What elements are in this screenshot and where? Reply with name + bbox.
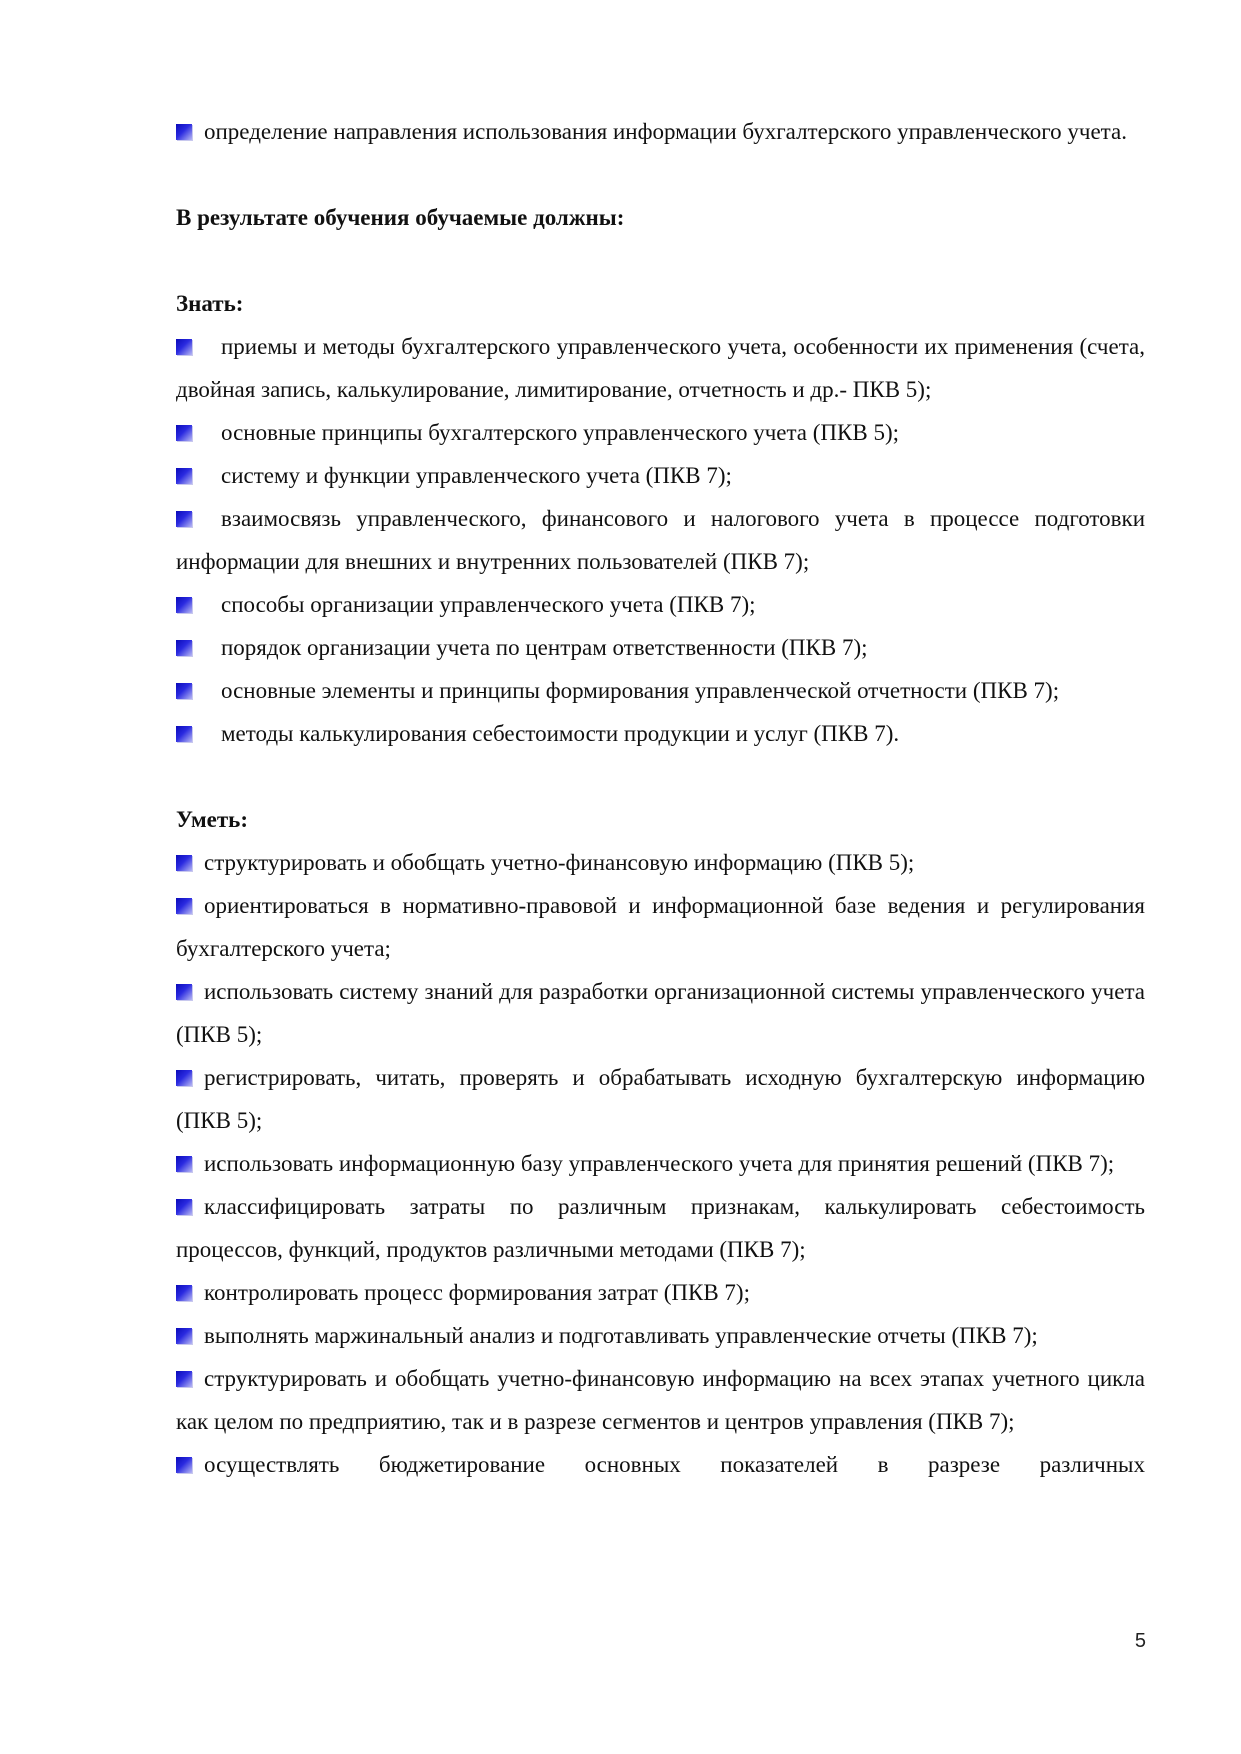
square-bullet-icon	[176, 640, 192, 656]
know-item: основные элементы и принципы формирования управленческой отчетности (ПКВ 7);	[176, 669, 1145, 712]
square-bullet-icon	[176, 1156, 192, 1172]
square-bullet-icon	[176, 898, 192, 914]
square-bullet-icon	[176, 984, 192, 1000]
square-bullet-icon	[176, 1199, 192, 1215]
square-bullet-icon	[176, 511, 192, 527]
intro-paragraph	[176, 110, 1145, 153]
able-list	[176, 841, 1145, 1486]
know-heading: Знать:	[176, 291, 244, 316]
able-item: выполнять маржинальный анализ и подготавливать управленческие отчеты (ПКВ 7);	[176, 1314, 1145, 1357]
know-item: взаимосвязь управленческого, финансового и налогового учета в процессе подготовки информации для внешних и внутренних пользователей (ПКВ 7);	[176, 506, 1145, 574]
results-heading: В результате обучения обучаемые должны:	[176, 205, 625, 230]
know-item: способы организации управленческого учета (ПКВ 7);	[176, 583, 1145, 626]
square-bullet-icon	[176, 726, 192, 742]
intro-text: определение направления использования информации бухгалтерского управленческого учета.	[204, 119, 1127, 144]
page-number: 5	[1134, 1630, 1146, 1652]
able-item: структурировать и обобщать учетно-финансовую информацию (ПКВ 5);	[176, 841, 1145, 884]
square-bullet-icon	[176, 683, 192, 699]
square-bullet-icon	[176, 124, 192, 140]
spacer	[176, 239, 1145, 282]
know-item: порядок организации учета по центрам ответственности (ПКВ 7);	[176, 626, 1145, 669]
know-list	[176, 325, 1145, 755]
able-item: регистрировать, читать, проверять и обрабатывать исходную бухгалтерскую информацию (ПКВ 5);	[176, 1065, 1145, 1133]
able-item: осуществлять бюджетирование основных показателей в разрезе различных	[176, 1443, 1145, 1486]
spacer	[176, 755, 1145, 798]
know-item: приемы и методы бухгалтерского управленческого учета, особенности их применения (счета, двойная запись, калькулирование, лимитирование, отчетность и др.- ПКВ 5);	[176, 334, 1145, 402]
able-heading: Уметь:	[176, 807, 248, 832]
know-item: систему и функции управленческого учета (ПКВ 7);	[176, 454, 1145, 497]
square-bullet-icon	[176, 1070, 192, 1086]
square-bullet-icon	[176, 855, 192, 871]
able-item: структурировать и обобщать учетно-финансовую информацию на всех этапах учетного цикла как целом по предприятию, так и в разрезе сегментов и центров управления (ПКВ 7);	[176, 1366, 1145, 1434]
able-item: классифицировать затраты по различным признакам, калькулировать себестоимость процессов, функций, продуктов различными методами (ПКВ 7);	[176, 1194, 1145, 1262]
able-item: использовать систему знаний для разработки организационной системы управленческого учета (ПКВ 5);	[176, 979, 1145, 1047]
square-bullet-icon	[176, 1285, 192, 1301]
able-item: ориентироваться в нормативно-правовой и информационной базе ведения и регулирования бухгалтерского учета;	[176, 893, 1145, 961]
spacer	[176, 153, 1145, 196]
square-bullet-icon	[176, 597, 192, 613]
square-bullet-icon	[176, 339, 192, 355]
square-bullet-icon	[176, 1371, 192, 1387]
square-bullet-icon	[176, 425, 192, 441]
able-item: контролировать процесс формирования затрат (ПКВ 7);	[176, 1271, 1145, 1314]
able-item: использовать информационную базу управленческого учета для принятия решений (ПКВ 7);	[176, 1142, 1145, 1185]
know-item: методы калькулирования себестоимости продукции и услуг (ПКВ 7).	[176, 712, 1145, 755]
know-item: основные принципы бухгалтерского управленческого учета (ПКВ 5);	[176, 411, 1145, 454]
square-bullet-icon	[176, 1457, 192, 1473]
document-page	[176, 110, 1145, 1486]
square-bullet-icon	[176, 1328, 192, 1344]
square-bullet-icon	[176, 468, 192, 484]
